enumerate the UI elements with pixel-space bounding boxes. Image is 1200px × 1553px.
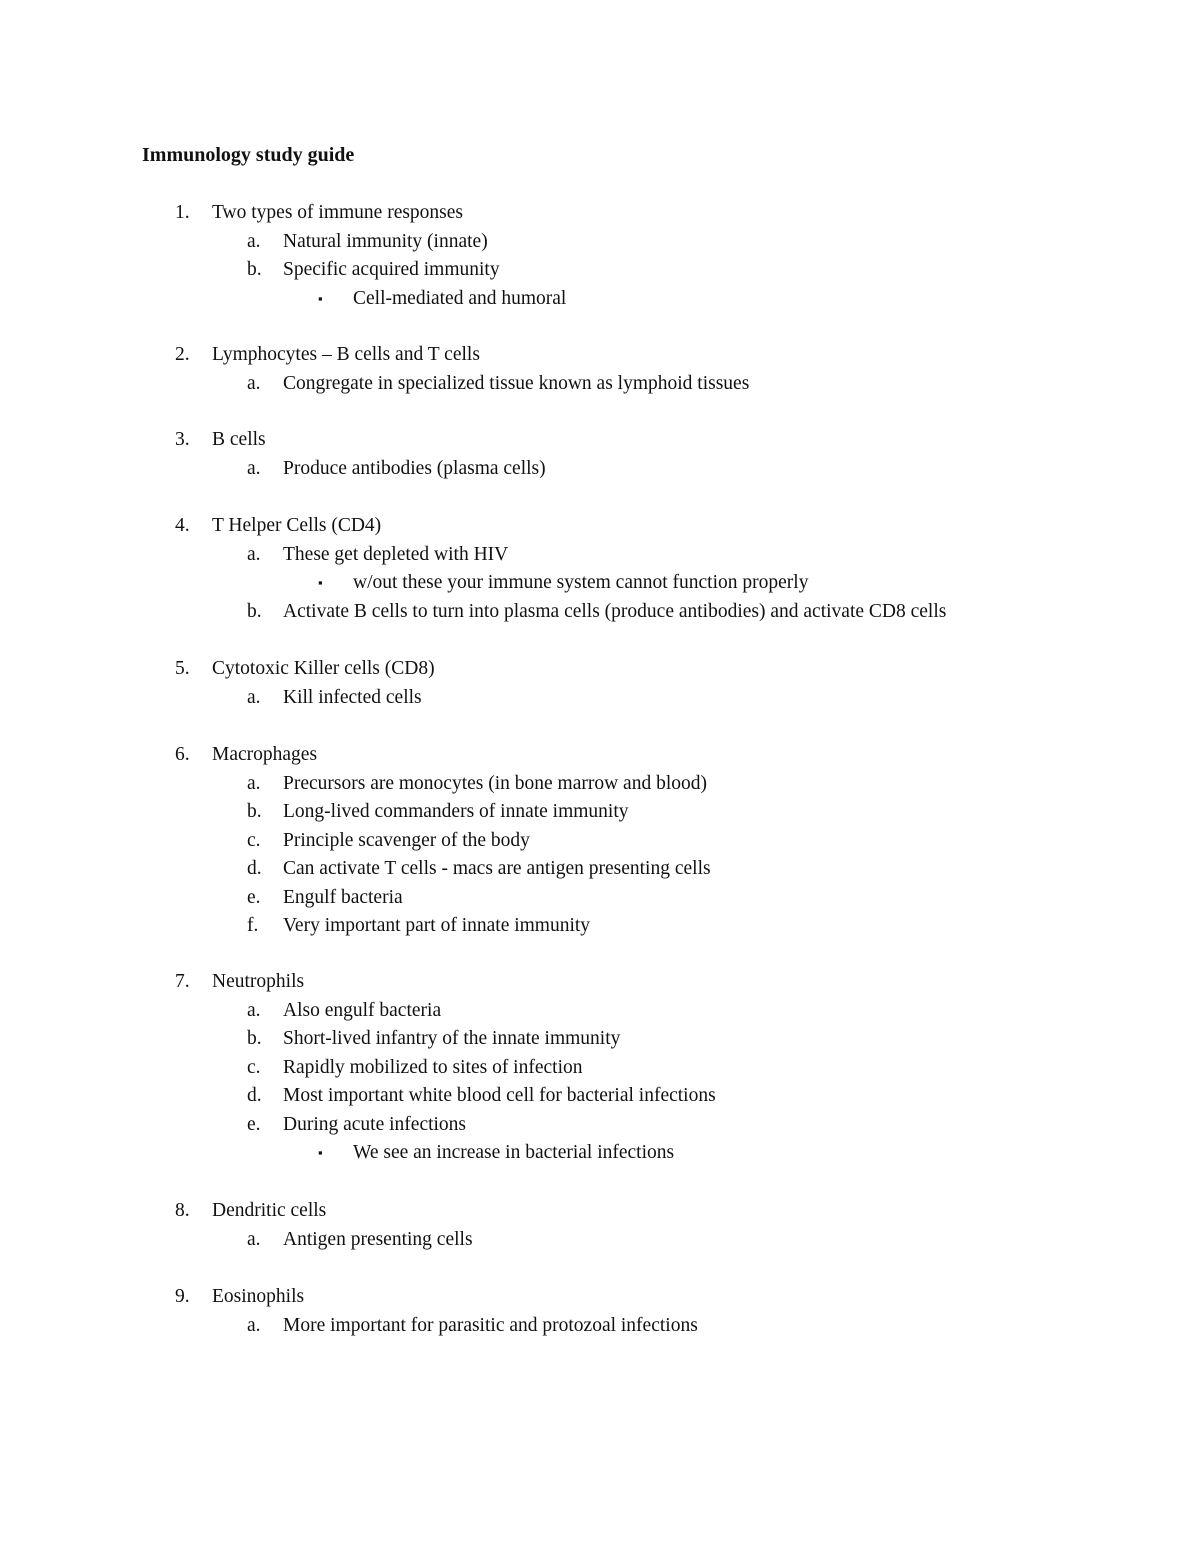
list-marker: e. bbox=[247, 886, 261, 908]
list-marker: c. bbox=[247, 829, 261, 851]
list-marker: a. bbox=[247, 999, 261, 1021]
list-item-text: Long-lived commanders of innate immunity bbox=[283, 801, 629, 822]
list-marker: a. bbox=[247, 772, 261, 794]
list-item-text: Very important part of innate immunity bbox=[283, 915, 591, 936]
list-item-text: Two types of immune responses bbox=[212, 202, 464, 223]
list-marker: b. bbox=[247, 801, 262, 822]
list-item-text: Produce antibodies (plasma cells) bbox=[283, 457, 546, 479]
list-marker: 8. bbox=[175, 1200, 190, 1221]
list-item-text: Most important white blood cell for bacterial infections bbox=[283, 1085, 716, 1106]
list-marker: 1. bbox=[175, 202, 190, 223]
list-marker: 2. bbox=[175, 344, 190, 365]
list-marker: a. bbox=[247, 457, 261, 479]
list-item-text: Short-lived infantry of the innate immunity bbox=[283, 1028, 621, 1049]
list-marker: b. bbox=[247, 1028, 262, 1049]
list-marker: a. bbox=[247, 372, 261, 394]
list-item-text: B cells bbox=[212, 429, 266, 450]
document-title: Immunology study guide bbox=[142, 144, 355, 166]
list-marker: a. bbox=[247, 1228, 261, 1250]
list-item-text: Neutrophils bbox=[212, 971, 305, 992]
list-marker: 9. bbox=[175, 1286, 190, 1307]
list-item-text: Dendritic cells bbox=[212, 1200, 327, 1221]
list-item-text: These get depleted with HIV bbox=[283, 543, 509, 565]
list-item-text: Principle scavenger of the body bbox=[283, 829, 530, 851]
list-marker: 7. bbox=[175, 971, 190, 992]
list-marker: 5. bbox=[175, 658, 190, 679]
list-marker: d. bbox=[247, 1085, 262, 1106]
list-item-text: Macrophages bbox=[212, 744, 318, 765]
list-marker: 6. bbox=[175, 744, 190, 765]
list-marker: e. bbox=[247, 1113, 261, 1135]
list-item-text: Rapidly mobilized to sites of infection bbox=[283, 1056, 583, 1078]
list-item-text: Can activate T cells - macs are antigen presenting cells bbox=[283, 858, 711, 879]
list-item-text: w/out these your immune system cannot function properly bbox=[353, 572, 809, 593]
list-marker: f. bbox=[247, 915, 259, 936]
square-bullet-icon: ▪ bbox=[318, 575, 323, 590]
list-item-text: Natural immunity (innate) bbox=[283, 230, 488, 252]
list-marker: a. bbox=[247, 230, 261, 252]
list-item-text: Activate B cells to turn into plasma cells (produce antibodies) and activate CD8 cells bbox=[283, 601, 947, 622]
list-marker: a. bbox=[247, 686, 261, 708]
list-marker: 3. bbox=[175, 429, 190, 450]
list-item-text: We see an increase in bacterial infections bbox=[353, 1142, 675, 1163]
list-item-text: Kill infected cells bbox=[283, 686, 422, 708]
list-marker: a. bbox=[247, 1314, 261, 1336]
list-item-text: More important for parasitic and protozoal infections bbox=[283, 1314, 698, 1336]
list-item-text: Cytotoxic Killer cells (CD8) bbox=[212, 658, 435, 679]
list-marker: b. bbox=[247, 601, 262, 622]
list-item-text: Engulf bacteria bbox=[283, 886, 403, 908]
list-marker: a. bbox=[247, 543, 261, 565]
list-item-text: During acute infections bbox=[283, 1113, 467, 1135]
list-item-text: T Helper Cells (CD4) bbox=[212, 515, 382, 536]
list-item-text: Eosinophils bbox=[212, 1286, 305, 1307]
list-item-text: Lymphocytes – B cells and T cells bbox=[212, 344, 480, 365]
list-item-text: Cell-mediated and humoral bbox=[353, 287, 567, 309]
list-item-text: Congregate in specialized tissue known as lymphoid tissues bbox=[283, 372, 750, 394]
list-item-text: Specific acquired immunity bbox=[283, 259, 500, 280]
list-marker: b. bbox=[247, 259, 262, 280]
list-marker: d. bbox=[247, 858, 262, 879]
list-marker: 4. bbox=[175, 515, 190, 536]
square-bullet-icon: ▪ bbox=[318, 290, 323, 306]
square-bullet-icon: ▪ bbox=[318, 1145, 323, 1160]
list-item-text: Also engulf bacteria bbox=[283, 999, 442, 1021]
list-marker: c. bbox=[247, 1056, 261, 1078]
list-item-text: Precursors are monocytes (in bone marrow and blood) bbox=[283, 772, 708, 794]
list-item-text: Antigen presenting cells bbox=[283, 1228, 473, 1250]
